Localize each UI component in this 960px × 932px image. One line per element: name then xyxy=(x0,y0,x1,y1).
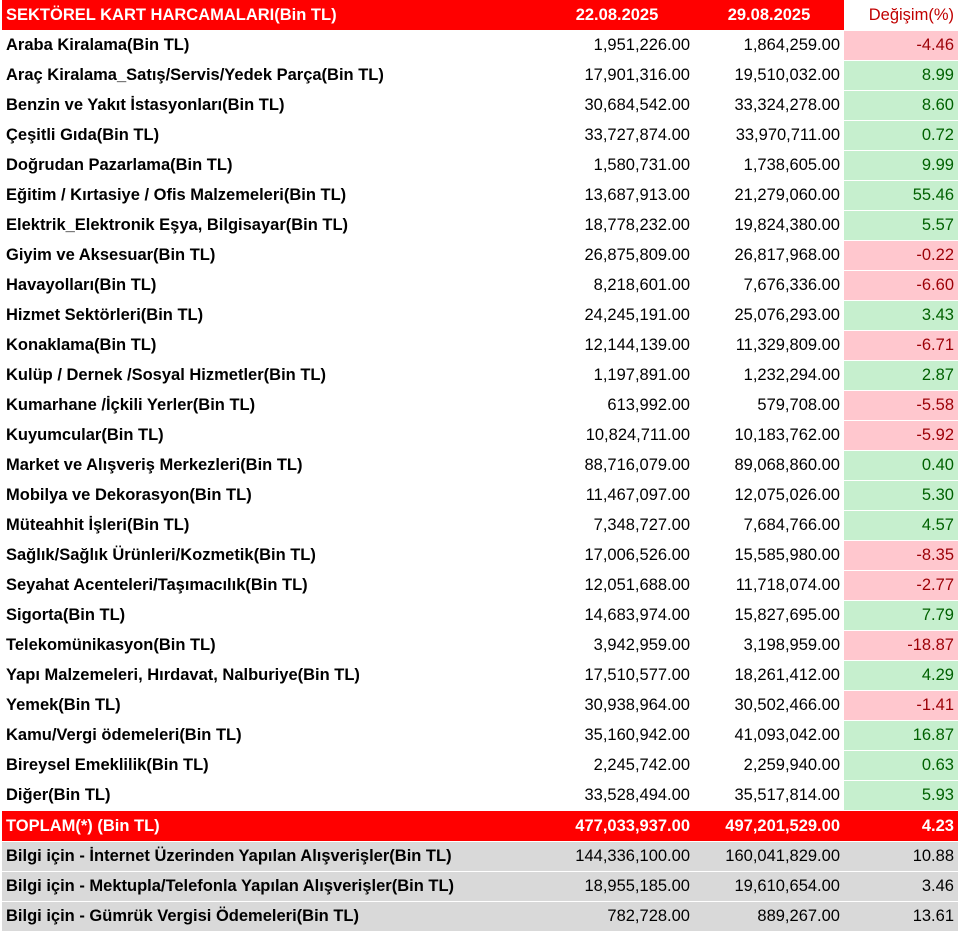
row-label: Bilgi için - Mektupla/Telefonla Yapılan Alışverişler(Bin TL) xyxy=(2,872,540,902)
row-change: 13.61 xyxy=(844,902,958,932)
table-row xyxy=(2,481,958,511)
row-label: Hizmet Sektörleri(Bin TL) xyxy=(2,301,540,331)
row-value-2: 33,970,711.00 xyxy=(694,121,844,151)
row-value-1: 7,348,727.00 xyxy=(540,511,694,541)
row-label: Benzin ve Yakıt İstasyonları(Bin TL) xyxy=(2,91,540,121)
row-value-1: 17,510,577.00 xyxy=(540,661,694,691)
row-value-1: 1,580,731.00 xyxy=(540,151,694,181)
row-label: Müteahhit İşleri(Bin TL) xyxy=(2,511,540,541)
row-change: -4.46 xyxy=(844,31,958,61)
row-label: Market ve Alışveriş Merkezleri(Bin TL) xyxy=(2,451,540,481)
row-label: Çeşitli Gıda(Bin TL) xyxy=(2,121,540,151)
table-row xyxy=(2,661,958,691)
row-value-2: 12,075,026.00 xyxy=(694,481,844,511)
row-change: 2.87 xyxy=(844,361,958,391)
row-value-2: 15,585,980.00 xyxy=(694,541,844,571)
table-title: SEKTÖREL KART HARCAMALARI(Bin TL) xyxy=(2,0,540,31)
row-value-1: 2,245,742.00 xyxy=(540,751,694,781)
row-change: -1.41 xyxy=(844,691,958,721)
row-value-2: 30,502,466.00 xyxy=(694,691,844,721)
table-row xyxy=(2,511,958,541)
row-value-2: 89,068,860.00 xyxy=(694,451,844,481)
info-row xyxy=(2,902,958,932)
total-change: 4.23 xyxy=(844,811,958,842)
row-label: Sigorta(Bin TL) xyxy=(2,601,540,631)
row-label: Kumarhane /İçkili Yerler(Bin TL) xyxy=(2,391,540,421)
row-change: 3.46 xyxy=(844,872,958,902)
row-value-2: 1,864,259.00 xyxy=(694,31,844,61)
row-change: 8.99 xyxy=(844,61,958,91)
row-change: 5.57 xyxy=(844,211,958,241)
row-value-1: 1,951,226.00 xyxy=(540,31,694,61)
row-label: Telekomünikasyon(Bin TL) xyxy=(2,631,540,661)
row-label: Konaklama(Bin TL) xyxy=(2,331,540,361)
row-label: Seyahat Acenteleri/Taşımacılık(Bin TL) xyxy=(2,571,540,601)
info-rows xyxy=(2,842,958,932)
row-value-2: 889,267.00 xyxy=(694,902,844,932)
table-row xyxy=(2,451,958,481)
row-label: Eğitim / Kırtasiye / Ofis Malzemeleri(Bin TL) xyxy=(2,181,540,211)
table-row xyxy=(2,781,958,811)
row-value-2: 41,093,042.00 xyxy=(694,721,844,751)
row-label: Kamu/Vergi ödemeleri(Bin TL) xyxy=(2,721,540,751)
row-label: Giyim ve Aksesuar(Bin TL) xyxy=(2,241,540,271)
row-change: -5.58 xyxy=(844,391,958,421)
row-value-1: 1,197,891.00 xyxy=(540,361,694,391)
row-value-2: 10,183,762.00 xyxy=(694,421,844,451)
table-row xyxy=(2,151,958,181)
table-row xyxy=(2,91,958,121)
row-value-2: 7,684,766.00 xyxy=(694,511,844,541)
row-label: Araba Kiralama(Bin TL) xyxy=(2,31,540,61)
total-value-1: 477,033,937.00 xyxy=(540,811,694,842)
row-change: 55.46 xyxy=(844,181,958,211)
row-value-1: 14,683,974.00 xyxy=(540,601,694,631)
row-value-1: 613,992.00 xyxy=(540,391,694,421)
table-row xyxy=(2,391,958,421)
row-value-1: 12,051,688.00 xyxy=(540,571,694,601)
table-row xyxy=(2,751,958,781)
row-value-1: 13,687,913.00 xyxy=(540,181,694,211)
row-value-1: 17,006,526.00 xyxy=(540,541,694,571)
change-header: Değişim(%) xyxy=(844,0,958,31)
table-row xyxy=(2,421,958,451)
table-row xyxy=(2,541,958,571)
table-row xyxy=(2,361,958,391)
row-change: 5.93 xyxy=(844,781,958,811)
table-row xyxy=(2,271,958,301)
row-change: 5.30 xyxy=(844,481,958,511)
row-change: -8.35 xyxy=(844,541,958,571)
row-label: Diğer(Bin TL) xyxy=(2,781,540,811)
row-value-2: 7,676,336.00 xyxy=(694,271,844,301)
row-value-2: 3,198,959.00 xyxy=(694,631,844,661)
row-label: Elektrik_Elektronik Eşya, Bilgisayar(Bin TL) xyxy=(2,211,540,241)
row-label: Araç Kiralama_Satış/Servis/Yedek Parça(Bin TL) xyxy=(2,61,540,91)
row-change: 16.87 xyxy=(844,721,958,751)
row-value-1: 11,467,097.00 xyxy=(540,481,694,511)
row-change: -6.71 xyxy=(844,331,958,361)
row-label: Sağlık/Sağlık Ürünleri/Kozmetik(Bin TL) xyxy=(2,541,540,571)
row-value-1: 8,218,601.00 xyxy=(540,271,694,301)
row-value-2: 11,718,074.00 xyxy=(694,571,844,601)
total-label: TOPLAM(*) (Bin TL) xyxy=(2,811,540,842)
sector-card-spending-table xyxy=(2,0,958,932)
row-change: -6.60 xyxy=(844,271,958,301)
table-row xyxy=(2,721,958,751)
row-label: Havayolları(Bin TL) xyxy=(2,271,540,301)
table-row xyxy=(2,571,958,601)
table-row xyxy=(2,31,958,61)
row-value-1: 12,144,139.00 xyxy=(540,331,694,361)
row-label: Bilgi için - İnternet Üzerinden Yapılan Alışverişler(Bin TL) xyxy=(2,842,540,872)
row-change: 0.72 xyxy=(844,121,958,151)
date-2-header: 29.08.2025 xyxy=(694,0,844,31)
table-row xyxy=(2,631,958,661)
row-change: 3.43 xyxy=(844,301,958,331)
row-value-2: 15,827,695.00 xyxy=(694,601,844,631)
row-value-1: 782,728.00 xyxy=(540,902,694,932)
table-row xyxy=(2,211,958,241)
row-label: Bilgi için - Gümrük Vergisi Ödemeleri(Bin TL) xyxy=(2,902,540,932)
table-row xyxy=(2,121,958,151)
row-change: 0.63 xyxy=(844,751,958,781)
total-row xyxy=(2,811,958,842)
row-value-2: 579,708.00 xyxy=(694,391,844,421)
row-value-1: 30,684,542.00 xyxy=(540,91,694,121)
row-label: Mobilya ve Dekorasyon(Bin TL) xyxy=(2,481,540,511)
row-value-2: 33,324,278.00 xyxy=(694,91,844,121)
row-change: 0.40 xyxy=(844,451,958,481)
row-change: 4.57 xyxy=(844,511,958,541)
row-change: 9.99 xyxy=(844,151,958,181)
row-label: Yapı Malzemeleri, Hırdavat, Nalburiye(Bin TL) xyxy=(2,661,540,691)
row-value-2: 25,076,293.00 xyxy=(694,301,844,331)
row-change: -0.22 xyxy=(844,241,958,271)
row-value-2: 18,261,412.00 xyxy=(694,661,844,691)
row-value-2: 1,738,605.00 xyxy=(694,151,844,181)
total-value-2: 497,201,529.00 xyxy=(694,811,844,842)
row-value-2: 19,510,032.00 xyxy=(694,61,844,91)
row-change: 4.29 xyxy=(844,661,958,691)
row-label: Doğrudan Pazarlama(Bin TL) xyxy=(2,151,540,181)
info-row xyxy=(2,872,958,902)
row-value-1: 35,160,942.00 xyxy=(540,721,694,751)
row-change: 10.88 xyxy=(844,842,958,872)
row-value-2: 21,279,060.00 xyxy=(694,181,844,211)
header-row xyxy=(2,0,958,31)
row-change: -2.77 xyxy=(844,571,958,601)
table-row xyxy=(2,181,958,211)
row-change: -5.92 xyxy=(844,421,958,451)
table-row xyxy=(2,241,958,271)
row-value-2: 160,041,829.00 xyxy=(694,842,844,872)
row-value-1: 26,875,809.00 xyxy=(540,241,694,271)
info-row xyxy=(2,842,958,872)
row-change: 7.79 xyxy=(844,601,958,631)
row-value-2: 35,517,814.00 xyxy=(694,781,844,811)
row-value-1: 3,942,959.00 xyxy=(540,631,694,661)
row-label: Bireysel Emeklilik(Bin TL) xyxy=(2,751,540,781)
row-label: Kulüp / Dernek /Sosyal Hizmetler(Bin TL) xyxy=(2,361,540,391)
date-1-header: 22.08.2025 xyxy=(540,0,694,31)
table-row xyxy=(2,691,958,721)
row-value-2: 26,817,968.00 xyxy=(694,241,844,271)
row-value-1: 144,336,100.00 xyxy=(540,842,694,872)
row-value-2: 1,232,294.00 xyxy=(694,361,844,391)
row-value-1: 24,245,191.00 xyxy=(540,301,694,331)
row-label: Yemek(Bin TL) xyxy=(2,691,540,721)
row-value-1: 18,955,185.00 xyxy=(540,872,694,902)
row-value-2: 11,329,809.00 xyxy=(694,331,844,361)
row-value-1: 17,901,316.00 xyxy=(540,61,694,91)
table-row xyxy=(2,301,958,331)
row-value-1: 88,716,079.00 xyxy=(540,451,694,481)
row-value-1: 33,528,494.00 xyxy=(540,781,694,811)
table-row xyxy=(2,601,958,631)
table-row xyxy=(2,61,958,91)
sector-rows xyxy=(2,31,958,811)
row-value-1: 18,778,232.00 xyxy=(540,211,694,241)
table-row xyxy=(2,331,958,361)
row-change: -18.87 xyxy=(844,631,958,661)
row-value-2: 2,259,940.00 xyxy=(694,751,844,781)
row-value-2: 19,824,380.00 xyxy=(694,211,844,241)
row-label: Kuyumcular(Bin TL) xyxy=(2,421,540,451)
row-value-1: 33,727,874.00 xyxy=(540,121,694,151)
row-change: 8.60 xyxy=(844,91,958,121)
row-value-1: 10,824,711.00 xyxy=(540,421,694,451)
row-value-1: 30,938,964.00 xyxy=(540,691,694,721)
row-value-2: 19,610,654.00 xyxy=(694,872,844,902)
